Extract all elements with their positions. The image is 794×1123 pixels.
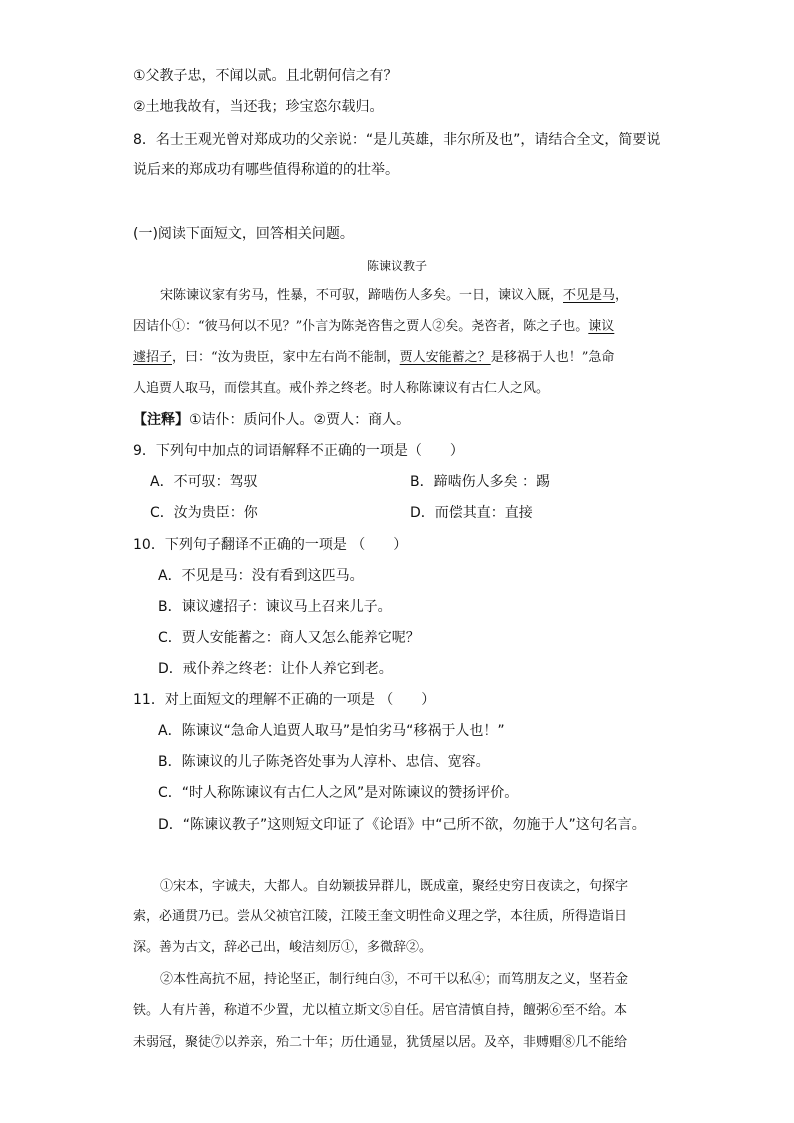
- passage-text: 是移祸于人也！”急命: [490, 350, 615, 365]
- question-11-option-d: D．“陈谏议教子”这则短文印证了《论语》中“己所不欲，勿施于人”这句名言。: [158, 817, 646, 833]
- question-10-option-c: C．贾人安能蓄之：商人又怎么能养它呢？: [158, 630, 420, 646]
- question-8-line-1: 8．名士王观光曾对郑成功的父亲说：“是儿英雄，非尔所及也”，请结合全文，简要说: [133, 132, 661, 148]
- passage-title: 陈谏议教子: [367, 259, 428, 273]
- question-9-option-c: C．汝为贵臣：你: [150, 505, 258, 521]
- question-9-stem: 9．下列句中加点的词语解释不正确的一项是（ ）: [133, 443, 464, 459]
- passage-text: 宋陈谏议家有劣马，性暴，不可驭，蹄啮伤人多矣。一日，谏议入厩，: [160, 288, 564, 303]
- q7-sentence-1: ①父教子忠，不闻以贰。且北朝何信之有？: [133, 68, 398, 84]
- annotation: [133, 410, 410, 430]
- passage-line-1: [160, 286, 628, 306]
- passage-text: 因诘仆①：“彼马何以不见？”仆言为陈尧咨售之贾人②矣。尧咨者，陈之子也。: [133, 319, 589, 334]
- passage-line-2: [133, 317, 614, 337]
- annotation-text: ①诘仆：质问仆人。②贾人：商人。: [189, 412, 411, 428]
- underlined-phrase: 不见是马: [563, 288, 616, 303]
- passage-line-4: 人追贾人取马，而偿其直。戒仆养之终老。时人称陈谏议有古仁人之风。: [133, 381, 550, 396]
- question-9-option-d: D．而偿其直：直接: [410, 505, 533, 521]
- question-11-stem: 11．对上面短文的理解不正确的一项是 （ ）: [133, 692, 436, 708]
- underlined-phrase: 谏议: [588, 319, 615, 334]
- passage-text: ，曰：“汝为贵臣，家中左右尚不能制，: [172, 350, 400, 365]
- question-11-option-a: A．陈谏议“急命人追贾人取马”是怕劣马“移祸于人也！”: [158, 723, 505, 739]
- passage2-line-4: ②本性高抗不屈，持论坚正，制行纯白③，不可干以私④；而笃朋友之义，坚若金: [160, 972, 629, 987]
- passage2-line-6: 未弱冠，聚徒⑦以养亲，殆二十年；历仕通显，犹赁屋以居。及卒，非赙赗⑧几不能给: [133, 1035, 628, 1050]
- underlined-phrase: 贾人安能蓄之？: [399, 350, 491, 365]
- question-9-option-a: A．不可驭：驾驭: [150, 474, 258, 490]
- passage2-line-3: 深。善为古文，辞必己出，峻洁刻厉①，多微辞②。: [133, 940, 433, 955]
- question-10-option-b: B．谏议遽招子：谏议马上召来儿子。: [158, 599, 392, 615]
- passage2-line-5: 铁。人有片善，称道不少置，尤以植立斯文⑤自任。居官清慎自持，饘粥⑥至不给。本: [133, 1003, 628, 1018]
- passage-line-3: [133, 348, 614, 368]
- q7-sentence-2: ②土地我故有，当还我；珍宝恣尔载归。: [133, 99, 384, 115]
- passage2-line-1: ①宋本，字诚夫，大都人。自幼颖拔异群儿，既成童，聚经史穷日夜读之，句探字: [160, 879, 629, 894]
- question-10-stem: 10．下列句子翻译不正确的一项是 （ ）: [133, 537, 408, 553]
- question-8-line-2: 说后来的郑成功有哪些值得称道的的壮举。: [133, 162, 399, 178]
- question-10-option-d: D．戒仆养之终老：让仆人养它到老。: [158, 661, 393, 677]
- passage-text: ，: [615, 288, 629, 303]
- section-heading: (一)阅读下面短文，回答相关问题。: [133, 226, 354, 242]
- question-11-option-c: C．“时人称陈谏议有古仁人之风”是对陈谏议的赞扬评价。: [158, 785, 519, 801]
- annotation-label: 【注释】: [133, 412, 189, 428]
- question-10-option-a: A．不见是马：没有看到这匹马。: [158, 568, 364, 584]
- question-9-option-b: B．蹄啮伤人多矣 ：踢: [410, 474, 551, 490]
- passage2-line-2: 索，必通贯乃已。尝从父祯官江陵，江陵王奎文明性命义理之学，本往质，所得造诣日: [133, 909, 628, 924]
- question-11-option-b: B．陈谏议的儿子陈尧咨处事为人淳朴、忠信、宽容。: [158, 754, 490, 770]
- underlined-phrase: 遽招子: [133, 350, 173, 365]
